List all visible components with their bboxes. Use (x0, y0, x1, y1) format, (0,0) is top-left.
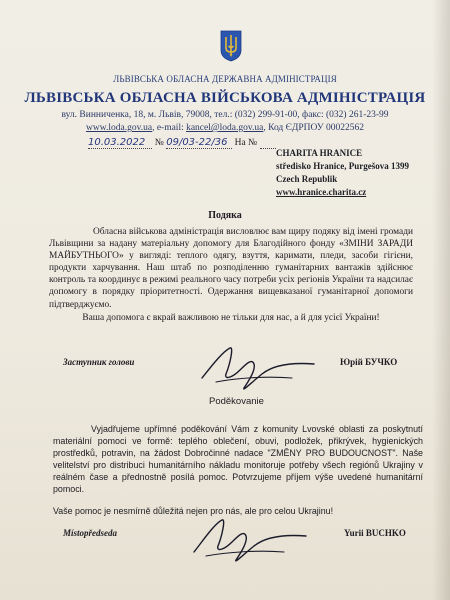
org-title: ЛЬВІВСЬКА ОБЛАСНА ВІЙСЬКОВА АДМІНІСТРАЦІЯ (24, 90, 426, 106)
closing-czech: Vaše pomoc je nesmírně důležitá nejen pro nás, ale pro celou Ukrajinu! (53, 506, 334, 516)
recipient-name: CHARITA HRANICE (276, 148, 363, 158)
recipient-address: středisko Hranice, Purgešova 1399 (276, 161, 409, 171)
org-edrpou: , Код ЄДРПОУ 00022562 (263, 123, 364, 133)
title-czech: Poděkovanie (209, 396, 264, 407)
on-number-label: На № (234, 138, 258, 148)
title-ukrainian: Подяка (208, 210, 242, 221)
reference-line (88, 137, 303, 151)
org-subtitle: ЛЬВІВСЬКА ОБЛАСНА ДЕРЖАВНА АДМІНІСТРАЦІЯ (113, 74, 337, 84)
email-prefix: , e-mail: (152, 123, 187, 133)
signer-name-czech: Yurii BUCHKO (344, 528, 406, 538)
signer-title-czech: Místopředseda (63, 528, 117, 538)
signer-title-ukrainian: Заступник голови (63, 357, 135, 367)
org-address: вул. Винниченка, 18, м. Львів, 79008, тел.: (032) 299-91-00, факс: (032) 261-23-99 (61, 110, 389, 120)
org-website-link[interactable]: www.loda.gov.ua (86, 123, 153, 133)
signature-ukrainian (196, 338, 321, 400)
letter-number: 09/03-22/36 (166, 137, 228, 148)
org-email-link[interactable]: kancel@loda.gov.ua (186, 123, 264, 133)
letter-date: 10.03.2022 (88, 137, 146, 148)
recipient-block (276, 147, 436, 199)
signer-name-ukrainian: Юрій БУЧКО (340, 357, 398, 367)
recipient-website-link[interactable]: www.hranice.charita.cz (276, 187, 367, 197)
body-czech: Vyjadřujeme upřímné poděkování Vám z komunity Lvovské oblasti za poskytnutí materiální pomoci ve formě: teplého oblečení, obuvi, podložek, přikrývek, hygienických prostředků, potravin, na žádost Dobročinné nadace "ZMĚNY PRO BUDOUCNOST". Naše velitelství pro distribuci humanitárního nákladu monitoruje potřeby všech regiónů Ukrajiny v reálném čase a přednostně posílá pomoc. Potvrzujeme příjem výše uvedené humanitární pomoci. (53, 424, 423, 494)
recipient-country: Czech Republik (276, 174, 338, 184)
page-shadow (432, 0, 450, 600)
body-ukrainian: Обласна військова адміністрація висловлює вам щиру подяку від імені громади Львівщини за надану матеріальну допомогу для Благодійного фонду «ЗМІНИ ЗАРАДИ МАЙБУТНЬОГО» у вигляді: теплого одягу, взуття, каримати, пледи, засоби гігієни, продукти харчування. Наш штаб по розподіленню гуманітарних вантажів здійснює контроль та координує в режимі реального часу потреби усіх регіонів України та надсилає допомогу в порядку пріоритетності. Одержання вищевказаної гуманітарної допомоги підтверджуємо. (49, 227, 413, 310)
signature-czech (188, 508, 313, 570)
org-contacts (0, 123, 450, 133)
trident-crest-icon (219, 30, 243, 62)
number-label: № (154, 138, 164, 148)
closing-ukrainian: Ваша допомога є вкрай важливою не тільки для нас, а й для усієї України! (82, 313, 380, 323)
